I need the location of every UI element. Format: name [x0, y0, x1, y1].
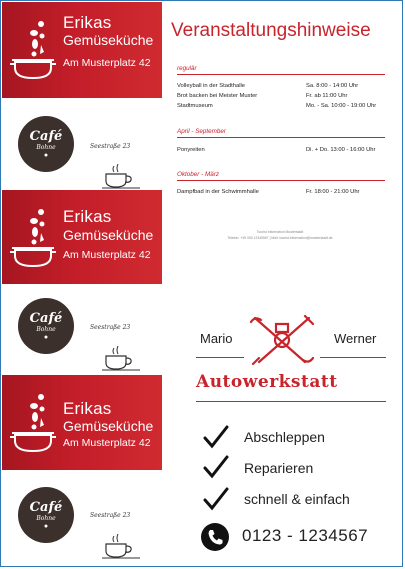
owner-right: Werner	[334, 331, 377, 346]
service-item: Abschleppen	[244, 429, 325, 445]
cafe-card	[2, 284, 162, 374]
erika-address: Am Musterplatz 42	[63, 249, 151, 261]
coffee-bean-icon: ●	[43, 523, 49, 530]
erika-address: Am Musterplatz 42	[63, 437, 151, 449]
erika-name: Erikas	[63, 13, 112, 32]
cooking-pot-icon	[8, 20, 58, 80]
section-divider	[177, 180, 385, 181]
coffee-bean-icon: ●	[43, 152, 49, 159]
cafe-logo-sub: Bohne	[36, 144, 56, 151]
erika-address: Am Musterplatz 42	[63, 57, 151, 69]
event-name: Dampfbad in der Schwimmhalle	[177, 189, 259, 195]
wrench-piston-icon	[247, 314, 317, 366]
checkmark-icon	[203, 425, 229, 449]
cafe-logo-sub: Bohne	[36, 326, 56, 333]
coffee-cup-icon	[100, 346, 140, 372]
garage-title: Autowerkstatt	[196, 372, 338, 392]
section-divider	[177, 137, 385, 138]
erika-ad	[2, 375, 162, 470]
cafe-address: Seestraße 23	[90, 324, 131, 331]
owner-left: Mario	[200, 331, 233, 346]
checkmark-icon	[203, 455, 229, 479]
coffee-bean-icon: ●	[43, 334, 49, 341]
erika-subtitle: Gemüseküche	[63, 418, 154, 434]
phone-number: 0123 - 1234567	[242, 526, 369, 545]
coffee-cup-icon	[100, 534, 140, 560]
cafe-logo-name: Café	[29, 129, 63, 144]
cafe-logo-name: Café	[29, 500, 63, 515]
cafe-logo-sub: Bohne	[36, 515, 56, 522]
events-section-label: April - September	[177, 128, 226, 135]
event-time: Fr. 18:00 - 21:00 Uhr	[306, 189, 360, 195]
event-name: Brot backen bei Meister Muster	[177, 93, 258, 99]
header-line-left	[196, 357, 244, 358]
event-time: Di. + Do. 13:00 - 16:00 Uhr	[306, 147, 376, 153]
cafe-logo	[18, 487, 74, 543]
coffee-cup-icon	[100, 164, 140, 190]
erika-name: Erikas	[63, 207, 112, 226]
cafe-logo	[18, 116, 74, 172]
events-footer-contact: Telefon: +49 000 12345567 | Mail: tourist-information@musterstadt.de	[227, 236, 333, 240]
service-item: Reparieren	[244, 460, 314, 476]
cooking-pot-icon	[8, 393, 58, 453]
erika-name: Erikas	[63, 399, 112, 418]
event-name: Volleyball in der Stadthalle	[177, 83, 245, 89]
cafe-card	[2, 98, 162, 188]
cafe-logo	[18, 298, 74, 354]
title-underline	[196, 401, 386, 402]
checkmark-icon	[203, 487, 229, 511]
cafe-card	[2, 470, 162, 565]
cafe-address: Seestraße 23	[90, 143, 131, 150]
erika-ad	[2, 2, 162, 98]
events-footer-org: Tourist Information Musterstadt	[256, 230, 304, 234]
cafe-logo-name: Café	[29, 311, 63, 326]
events-title: Veranstaltungshinweise	[171, 20, 371, 41]
erika-subtitle: Gemüseküche	[63, 32, 154, 48]
phone-icon	[201, 523, 229, 551]
cooking-pot-icon	[8, 208, 58, 268]
section-divider	[177, 74, 385, 75]
events-section-label: regulär	[177, 65, 197, 72]
event-time: Sa. 8:00 - 14:00 Uhr	[306, 83, 359, 89]
event-time: Mo. - Sa. 10:00 - 19:00 Uhr	[306, 103, 377, 109]
event-time: Fr. ab 11:00 Uhr	[306, 93, 348, 99]
header-line-right	[320, 357, 386, 358]
service-item: schnell & einfach	[244, 491, 350, 507]
cafe-address: Seestraße 23	[90, 512, 131, 519]
event-name: Ponyreiten	[177, 147, 205, 153]
erika-ad	[2, 190, 162, 284]
events-section-label: Oktober - März	[177, 171, 219, 178]
event-name: Stadtmuseum	[177, 103, 213, 109]
erika-subtitle: Gemüseküche	[63, 227, 154, 243]
